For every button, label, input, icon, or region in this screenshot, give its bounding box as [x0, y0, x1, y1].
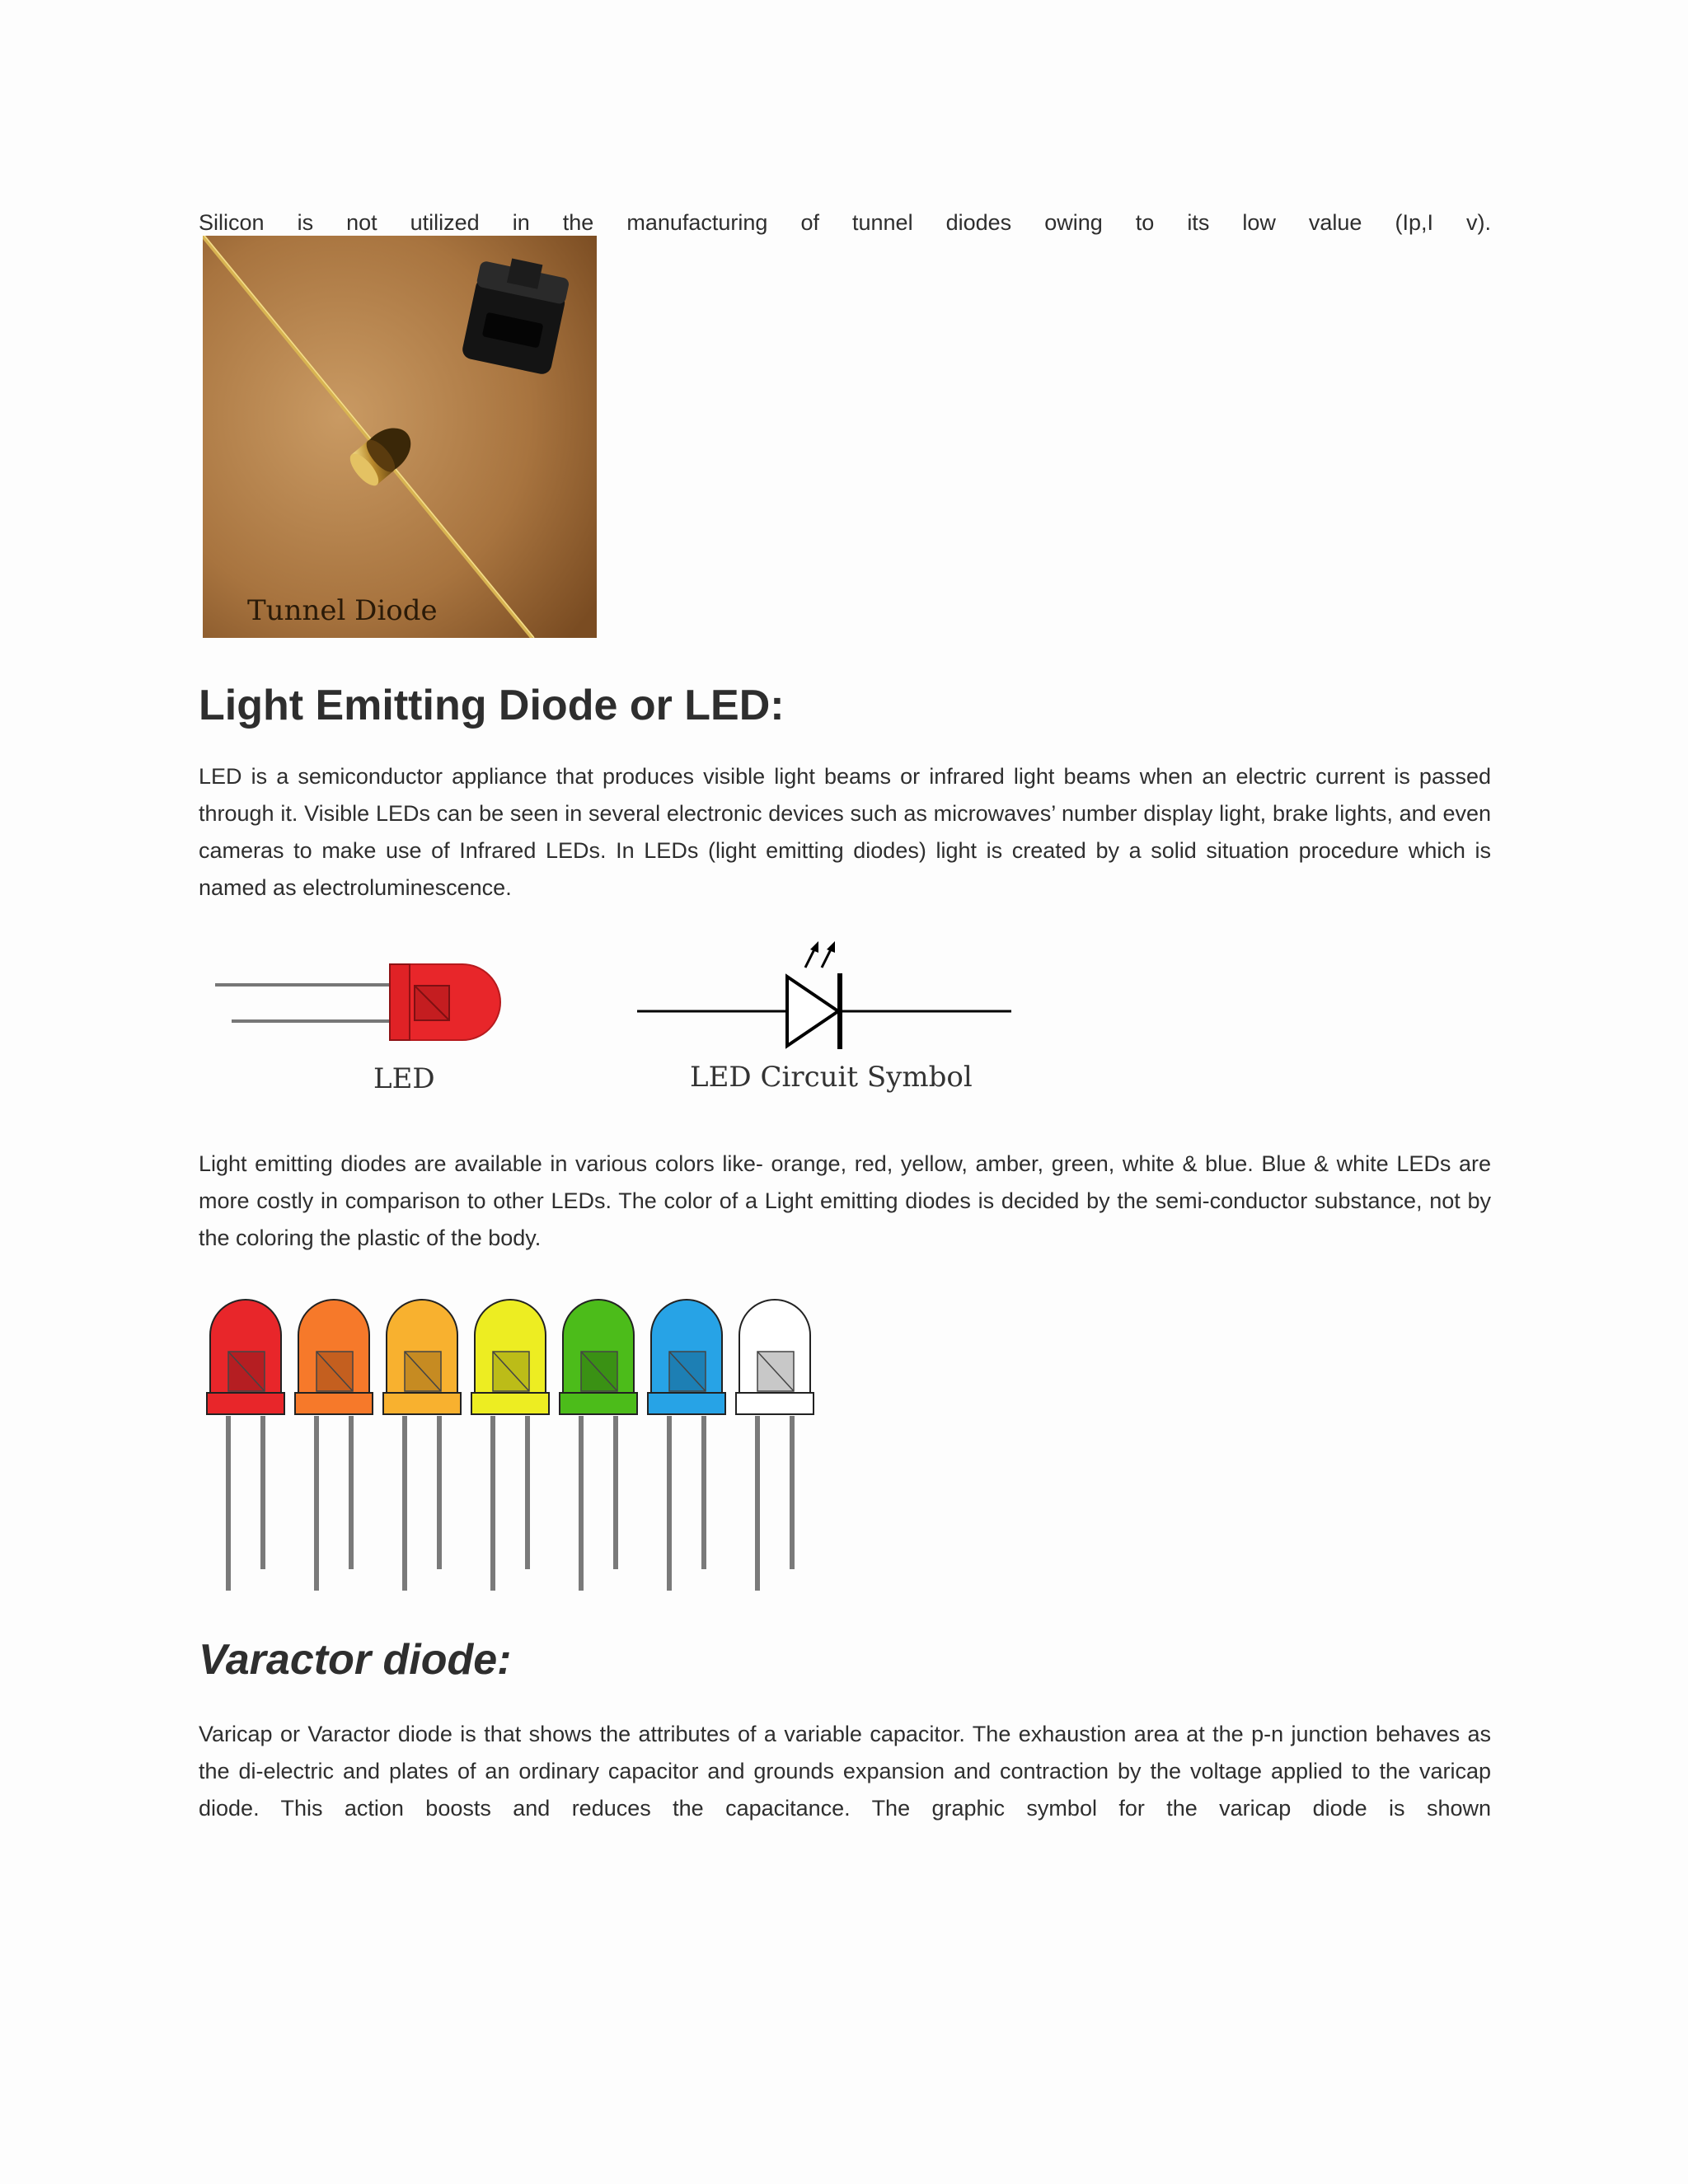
led-circuit-symbol — [637, 941, 1011, 1094]
colored-led-7 — [736, 1300, 814, 1591]
colored-led-5 — [560, 1300, 637, 1591]
tunnel-diode-caption: Tunnel Diode — [247, 594, 438, 627]
varactor-paragraph: Varicap or Varactor diode is that shows the attributes of a variable capacitor. The exhaustion area at the p-n junction behaves as the di-electric and plates of an ordinary capacitor and grounds expansion and contraction by the voltage applied to the varicap diode. This action boosts and reduces the capacitance. The graphic symbol for the varicap diode is shown — [199, 1722, 1491, 1821]
colored-led-4 — [471, 1300, 549, 1591]
led-drawing — [215, 964, 500, 1095]
varactor-heading: Varactor diode: — [199, 1636, 512, 1684]
led-symbol-label: LED Circuit Symbol — [690, 1061, 973, 1094]
colored-led-1 — [207, 1300, 284, 1591]
colored-led-6 — [648, 1300, 725, 1591]
led-diagram — [199, 931, 1023, 1104]
colored-led-2 — [295, 1300, 373, 1591]
tunnel-diode-photo — [203, 236, 597, 638]
led-label: LED — [373, 1062, 435, 1095]
colored-leds-figure — [199, 1294, 825, 1596]
colored-led-3 — [383, 1300, 461, 1591]
led-paragraph-2: Light emitting diodes are available in various colors like- orange, red, yellow, amber, green, white & blue. Blue & white LEDs are more costly in comparison to other LEDs. The color of a Light emitting diodes is decided by the semi-conductor substance, not by the coloring the plastic of the body. — [199, 1151, 1491, 1250]
led-paragraph-1: LED is a semiconductor appliance that produces visible light beams or infrared light beams when an electric current is passed through it. Visible LEDs can be seen in several electronic devices such as microwaves’ number display light, brake lights, and even cameras to make use of Infrared LEDs. In LEDs (light emitting diodes) light is created by a solid situation procedure which is named as electroluminescence. — [199, 764, 1491, 900]
led-heading: Light Emitting Diode or LED: — [199, 682, 785, 729]
intro-paragraph: Silicon is not utilized in the manufacturing of tunnel diodes owing to its low value (Ip,I v). — [199, 210, 1491, 235]
